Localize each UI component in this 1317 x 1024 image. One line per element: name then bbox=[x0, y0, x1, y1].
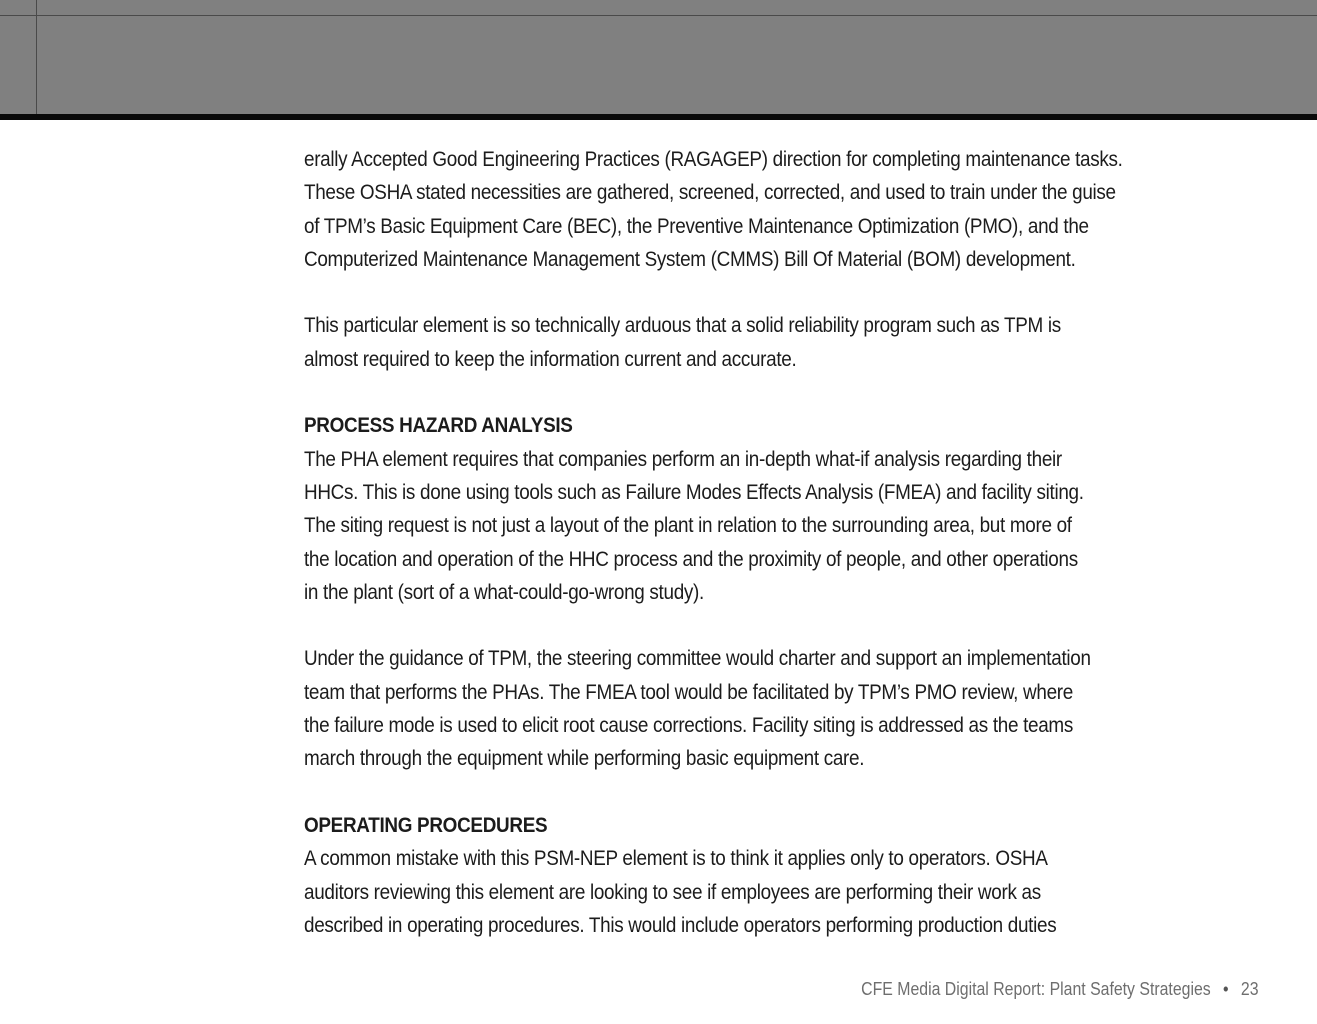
header-rule bbox=[0, 114, 1317, 120]
body-line: The siting request is not just a layout of the plant in relation to the surrounding area, but more of bbox=[304, 514, 1072, 538]
body-line: auditors reviewing this element are looking to see if employees are performing their work as bbox=[304, 880, 1041, 904]
page-number: 23 bbox=[1241, 979, 1259, 999]
body-line: The PHA element requires that companies perform an in-depth what-if analysis regarding their bbox=[304, 447, 1062, 471]
header-band bbox=[0, 0, 1317, 114]
body-line: in the plant (sort of a what-could-go-wrong study). bbox=[304, 580, 704, 604]
paragraph-gap bbox=[304, 776, 1264, 809]
body-line: described in operating procedures. This would include operators performing production duties bbox=[304, 913, 1057, 937]
body-line: This particular element is so technically arduous that a solid reliability program such as TPM is bbox=[304, 314, 1061, 338]
body-line: erally Accepted Good Engineering Practices (RAGAGEP) direction for completing maintenance tasks. bbox=[304, 148, 1123, 171]
header-vertical-line bbox=[36, 0, 37, 114]
section-heading-operating-procedures: OPERATING PROCEDURES bbox=[304, 813, 548, 837]
page-footer bbox=[862, 979, 1259, 1000]
body-line: A common mistake with this PSM-NEP element is to think it applies only to operators. OSHA bbox=[304, 847, 1048, 871]
body-line: HHCs. This is done using tools such as Failure Modes Effects Analysis (FMEA) and facility siting. bbox=[304, 480, 1084, 504]
body-line: almost required to keep the information current and accurate. bbox=[304, 347, 797, 371]
body-line: march through the equipment while performing basic equipment care. bbox=[304, 747, 865, 771]
paragraph-gap bbox=[304, 276, 1264, 309]
section-heading-process-hazard-analysis: PROCESS HAZARD ANALYSIS bbox=[304, 414, 573, 438]
body-line: the location and operation of the HHC process and the proximity of people, and other operations bbox=[304, 547, 1078, 571]
footer-separator: • bbox=[1223, 979, 1230, 999]
body-line: team that performs the PHAs. The FMEA tool would be facilitated by TPM’s PMO review, where bbox=[304, 680, 1073, 704]
body-line: Under the guidance of TPM, the steering committee would charter and support an implementation bbox=[304, 647, 1091, 671]
body-line: of TPM’s Basic Equipment Care (BEC), the Preventive Maintenance Optimization (PMO), and the bbox=[304, 214, 1089, 238]
footer-publication-title: CFE Media Digital Report: Plant Safety Strategies bbox=[861, 979, 1212, 999]
article-body bbox=[304, 143, 1264, 942]
paragraph-gap bbox=[304, 376, 1264, 409]
paragraph-gap bbox=[304, 609, 1264, 642]
body-line: Computerized Maintenance Management System (CMMS) Bill Of Material (BOM) development. bbox=[304, 247, 1076, 271]
header-divider-line bbox=[0, 15, 1317, 16]
body-line: These OSHA stated necessities are gathered, screened, corrected, and used to train under the guise bbox=[304, 181, 1116, 205]
body-line: the failure mode is used to elicit root cause corrections. Facility siting is addressed as the teams bbox=[304, 714, 1073, 738]
